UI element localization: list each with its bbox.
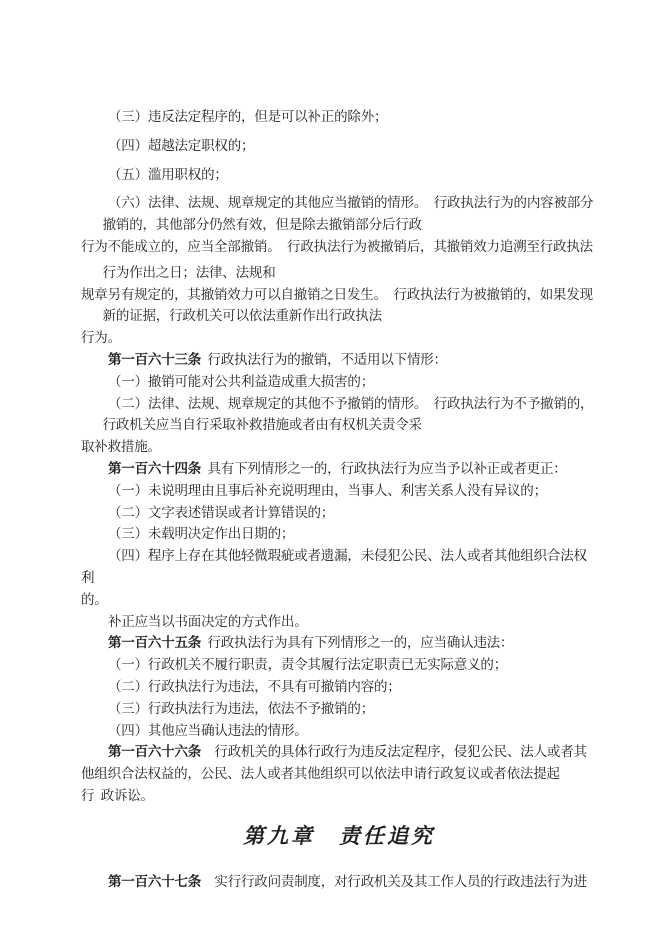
text-line: 行为作出之日；法律、法规和 bbox=[102, 264, 276, 280]
article-number: 第一百六十五条 bbox=[108, 635, 202, 651]
document-body bbox=[81, 106, 597, 893]
text-line: （四）程序上存在其他轻微瑕疵或者遗漏，未侵犯公民、法人或者其他组织合法权 利 bbox=[81, 548, 594, 585]
article-text: 行政执法行为具有下列情形之一的，应当确认违法： bbox=[201, 635, 514, 651]
text-line: （四）超越法定职权的； bbox=[108, 137, 255, 153]
text-line bbox=[81, 871, 597, 893]
text-line bbox=[81, 741, 597, 763]
text-line: （六）法律、法规、规章规定的其他应当撤销的情形。 行政执法行为的内容被部分 bbox=[108, 195, 594, 211]
text-line: 的。 bbox=[81, 591, 108, 607]
text-line bbox=[81, 458, 597, 480]
text-line: 行为不能成立的，应当全部撤销。 行政执法行为被撤销后，其撤销效力追溯至行政执法 bbox=[81, 238, 593, 254]
text-line: （三）行政执法行为违法，依法不予撤销的； bbox=[108, 700, 374, 716]
text-line: （二）法律、法规、规章规定的其他不予撤销的情形。 行政执法行为不予撤销的， bbox=[108, 395, 594, 411]
text-line: （二）文字表述错误或者计算错误的； bbox=[108, 504, 335, 520]
text-line: 行 政诉讼。 bbox=[81, 787, 154, 803]
text-line: （一）撤销可能对公共利益造成重大损害的； bbox=[108, 373, 374, 389]
text-line: （三）违反法定程序的，但是可以补正的除外； bbox=[108, 109, 388, 124]
text-line: 规章另有规定的，其撤销效力可以自撤销之日发生。 行政执法行为被撤销的，如果发现 bbox=[81, 286, 593, 302]
text-line: 新的证据，行政机关可以依法重新作出行政执法 bbox=[102, 308, 382, 324]
article-number: 第一百六十三条 bbox=[108, 351, 202, 367]
text-line: 他组织合法权益的，公民、法人或者其他组织可以依法申请行政复议或者依法提起 bbox=[81, 766, 560, 782]
article-number: 第一百六十七条 bbox=[108, 873, 202, 889]
article-text: 实行行政问责制度，对行政机关及其工作人员的行政违法行为进 bbox=[201, 873, 587, 889]
text-line: （二）行政执法行为违法，不具有可撤销内容的； bbox=[108, 678, 401, 694]
text-line: 取补救措施。 bbox=[81, 439, 161, 455]
text-line: （四）其他应当确认违法的情形。 bbox=[108, 722, 308, 738]
article-number: 第一百六十六条 bbox=[108, 744, 202, 760]
text-line: （一）行政机关不履行职责，责令其履行法定职责已无实际意义的； bbox=[108, 657, 507, 673]
text-line: 行政机关应当自行采取补救措施或者由有权机关责令采 bbox=[102, 417, 422, 433]
text-line bbox=[81, 632, 597, 654]
chapter-heading: 第九章 责任追究 bbox=[243, 823, 435, 848]
article-text: 行政执法行为的撤销，不适用以下情形： bbox=[201, 351, 447, 367]
text-line: （一）未说明理由且事后补充说明理由，当事人、利害关系人没有异议的； bbox=[108, 482, 547, 498]
text-line: 行为。 bbox=[81, 330, 121, 346]
text-line: （五）滥用职权的； bbox=[108, 166, 228, 182]
text-line: 撤销的，其他部分仍然有效，但是除去撤销部分后行政 bbox=[102, 217, 422, 233]
article-text: 具有下列情形之一的，行政执法行为应当予以补正或者更正： bbox=[201, 460, 567, 476]
text-line: （三）未载明决定作出日期的； bbox=[108, 526, 295, 542]
article-number: 第一百六十四条 bbox=[108, 460, 202, 476]
article-text: 行政机关的具体行政行为违反法定程序，侵犯公民、法人或者其 bbox=[201, 744, 587, 760]
text-line: 补正应当以书面决定的方式作出。 bbox=[108, 613, 308, 629]
text-line bbox=[81, 349, 597, 371]
